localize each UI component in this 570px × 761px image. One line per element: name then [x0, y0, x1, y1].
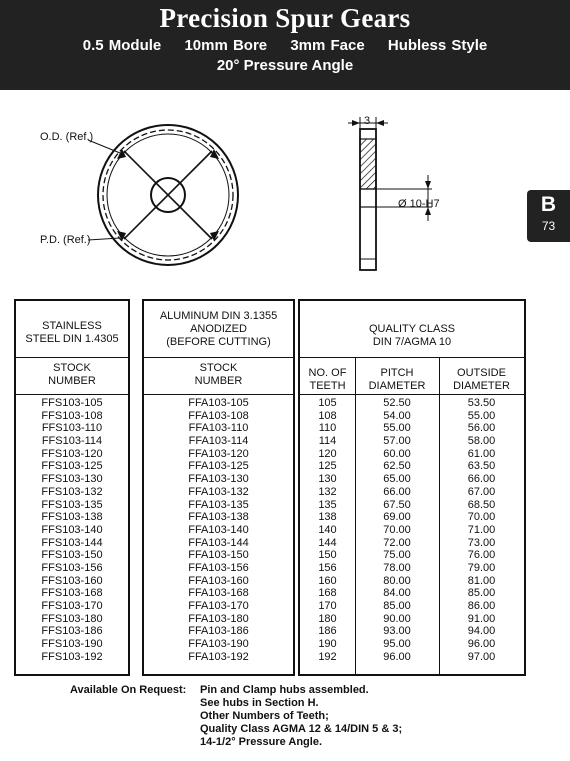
- table-row: [300, 473, 524, 486]
- gear-drawing: [0, 95, 520, 285]
- table-row: [144, 562, 293, 575]
- quality-rows: [300, 397, 524, 663]
- table-row: [16, 537, 128, 550]
- stainless-stock-number: FFS103-160: [41, 574, 103, 587]
- stainless-col-header: STOCK NUMBER: [48, 362, 96, 387]
- table-row: [144, 486, 293, 499]
- teeth-cell: 125: [318, 460, 337, 473]
- table-row: [144, 410, 293, 423]
- aluminum-stock-number: FFA103-120: [188, 447, 249, 460]
- aluminum-stock-number: FFA103-150: [188, 549, 249, 562]
- table-row: [300, 638, 524, 651]
- teeth-cell: 130: [318, 473, 337, 486]
- pitch-diameter-cell: 80.00: [383, 574, 411, 587]
- table-row: [144, 600, 293, 613]
- stainless-header: STAINLESS STEEL DIN 1.4305: [25, 320, 119, 345]
- aluminum-stock-number: FFA103-132: [188, 485, 249, 498]
- pitch-diameter-col-header: PITCH DIAMETER: [368, 367, 426, 392]
- aluminum-stock-number: FFA103-135: [188, 498, 249, 511]
- aluminum-stock-number: FFA103-108: [188, 409, 249, 422]
- teeth-cell: 110: [318, 422, 337, 435]
- table-row: [300, 422, 524, 435]
- table-row: [300, 562, 524, 575]
- table-row: [144, 499, 293, 512]
- footer-note: Other Numbers of Teeth;: [200, 710, 329, 722]
- table-row: [300, 460, 524, 473]
- pitch-diameter-cell: 57.00: [383, 435, 411, 448]
- stainless-stock-number: FFS103-168: [41, 587, 103, 600]
- table-row: [144, 638, 293, 651]
- stainless-stock-number: FFS103-192: [41, 650, 103, 663]
- table-row: [16, 613, 128, 626]
- table-row: [144, 625, 293, 638]
- stainless-stock-number: FFS103-156: [41, 561, 103, 574]
- teeth-cell: 132: [318, 485, 337, 498]
- table-row: [300, 549, 524, 562]
- stainless-rows: [16, 397, 128, 663]
- teeth-cell: 114: [318, 435, 337, 448]
- pitch-diameter-cell: 70.00: [383, 523, 411, 536]
- table-row: [300, 651, 524, 664]
- footer-notes: [200, 684, 500, 749]
- outside-diameter-cell: 53.50: [467, 397, 496, 409]
- table-row: [16, 587, 128, 600]
- stainless-stock-number: FFS103-144: [41, 536, 103, 549]
- spec-face: 3mm Face: [290, 37, 365, 54]
- aluminum-stock-number: FFA103-110: [188, 422, 249, 435]
- bore-dim: Ø 10-H7: [398, 198, 440, 210]
- footer-note: Pin and Clamp hubs assembled.: [200, 684, 369, 696]
- aluminum-stock-number: FFA103-186: [188, 625, 249, 638]
- table-row: [16, 422, 128, 435]
- table-row: [300, 625, 524, 638]
- teeth-cell: 186: [318, 625, 337, 638]
- aluminum-rows: [144, 397, 293, 663]
- outside-diameter-cell: 61.00: [467, 447, 496, 460]
- table-row: [16, 499, 128, 512]
- od-ref-label: O.D. (Ref.): [40, 131, 94, 143]
- aluminum-stock-number: FFA103-168: [188, 587, 249, 600]
- aluminum-stock-number: FFA103-140: [188, 523, 249, 536]
- aluminum-header: ALUMINUM DIN 3.1355 ANODIZED (BEFORE CUTTING): [159, 310, 278, 348]
- table-row: [16, 575, 128, 588]
- table-row: [16, 549, 128, 562]
- table-row: [300, 499, 524, 512]
- pitch-diameter-cell: 67.50: [383, 498, 411, 511]
- outside-diameter-cell: 81.00: [467, 574, 496, 587]
- pd-ref-label: P.D. (Ref.): [40, 234, 91, 246]
- footer-note: Quality Class AGMA 12 & 14/DIN 5 & 3;: [200, 723, 403, 735]
- spec-bore: 10mm Bore: [184, 37, 268, 54]
- table-row: [16, 638, 128, 651]
- outside-diameter-cell: 76.00: [467, 549, 496, 562]
- pitch-diameter-cell: 78.00: [383, 561, 411, 574]
- outside-diameter-cell: 94.00: [467, 625, 496, 638]
- teeth-cell: 170: [318, 600, 337, 612]
- table-row: [16, 562, 128, 575]
- pitch-diameter-cell: 69.00: [383, 511, 411, 524]
- aluminum-table: [142, 299, 295, 676]
- table-row: [144, 435, 293, 448]
- table-row: [144, 549, 293, 562]
- pitch-diameter-cell: 93.00: [383, 625, 411, 638]
- table-row: [144, 537, 293, 550]
- table-row: [300, 587, 524, 600]
- aluminum-stock-number: FFA103-138: [188, 511, 249, 524]
- pitch-diameter-cell: 72.00: [383, 536, 411, 549]
- stainless-stock-number: FFS103-132: [41, 485, 103, 498]
- quality-table: [298, 299, 526, 676]
- table-row: [16, 524, 128, 537]
- table-row: [16, 486, 128, 499]
- teeth-cell: 105: [318, 397, 337, 409]
- teeth-cell: 180: [318, 612, 337, 625]
- stainless-stock-number: FFS103-135: [41, 498, 103, 511]
- table-row: [300, 410, 524, 423]
- table-row: [16, 511, 128, 524]
- stainless-stock-number: FFS103-140: [41, 523, 103, 536]
- table-row: [300, 397, 524, 410]
- quality-header: QUALITY CLASS DIN 7/AGMA 10: [369, 323, 455, 348]
- face-width-dim: 3: [364, 115, 371, 127]
- aluminum-stock-number: FFA103-114: [188, 435, 249, 448]
- pitch-diameter-cell: 54.00: [383, 409, 411, 422]
- outside-diameter-cell: 85.00: [467, 587, 496, 600]
- table-row: [16, 397, 128, 410]
- table-row: [144, 651, 293, 664]
- table-row: [300, 537, 524, 550]
- aluminum-stock-number: FFA103-156: [188, 561, 249, 574]
- teeth-cell: 140: [318, 523, 337, 536]
- teeth-cell: 135: [318, 498, 337, 511]
- outside-diameter-cell: 63.50: [467, 460, 496, 473]
- teeth-cell: 138: [318, 511, 337, 524]
- stainless-stock-number: FFS103-186: [41, 625, 103, 638]
- teeth-cell: 120: [318, 447, 337, 460]
- teeth-col-header: NO. OF TEETH: [308, 367, 347, 392]
- stainless-stock-number: FFS103-170: [41, 600, 103, 612]
- side-view-hatch: [360, 139, 376, 189]
- aluminum-stock-number: FFA103-125: [188, 460, 249, 473]
- page-header: [0, 0, 570, 90]
- spec-line: [0, 36, 570, 56]
- footer-note: See hubs in Section H.: [200, 697, 319, 709]
- pressure-angle: 20° Pressure Angle: [216, 57, 354, 74]
- table-row: [300, 435, 524, 448]
- pitch-diameter-cell: 75.00: [383, 549, 411, 562]
- outside-diameter-cell: 68.50: [467, 498, 496, 511]
- aluminum-stock-number: FFA103-130: [188, 473, 249, 486]
- table-row: [300, 524, 524, 537]
- page-number: 73: [541, 219, 556, 233]
- outside-diameter-cell: 56.00: [467, 422, 496, 435]
- pitch-diameter-cell: 95.00: [383, 638, 411, 651]
- outside-diameter-cell: 55.00: [467, 409, 496, 422]
- pitch-diameter-cell: 55.00: [383, 422, 411, 435]
- teeth-cell: 160: [318, 574, 337, 587]
- table-row: [16, 410, 128, 423]
- table-row: [16, 651, 128, 664]
- outside-diameter-cell: 86.00: [467, 600, 496, 612]
- table-row: [300, 448, 524, 461]
- pitch-diameter-cell: 96.00: [383, 650, 411, 663]
- spec-module: 0.5 Module: [82, 37, 162, 54]
- table-row: [300, 600, 524, 613]
- table-row: [144, 524, 293, 537]
- aluminum-stock-number: FFA103-192: [188, 650, 249, 663]
- table-row: [16, 625, 128, 638]
- pitch-diameter-cell: 60.00: [383, 447, 411, 460]
- aluminum-stock-number: FFA103-170: [188, 600, 249, 612]
- teeth-cell: 156: [318, 561, 337, 574]
- outside-diameter-cell: 58.00: [467, 435, 496, 448]
- pitch-diameter-cell: 62.50: [383, 460, 411, 473]
- aluminum-stock-number: FFA103-180: [188, 612, 249, 625]
- outside-diameter-cell: 73.00: [467, 536, 496, 549]
- table-row: [144, 422, 293, 435]
- pitch-diameter-cell: 65.00: [383, 473, 411, 486]
- table-row: [16, 435, 128, 448]
- stainless-stock-number: FFS103-110: [41, 422, 103, 435]
- outside-diameter-cell: 67.00: [467, 485, 496, 498]
- stainless-stock-number: FFS103-138: [41, 511, 103, 524]
- table-row: [144, 511, 293, 524]
- stainless-stock-number: FFS103-190: [41, 638, 103, 651]
- outside-diameter-cell: 96.00: [467, 638, 496, 651]
- table-row: [144, 397, 293, 410]
- pitch-diameter-cell: 84.00: [383, 587, 411, 600]
- teeth-cell: 108: [318, 409, 337, 422]
- table-row: [16, 473, 128, 486]
- stainless-stock-number: FFS103-114: [41, 435, 103, 448]
- table-row: [144, 448, 293, 461]
- spec-style: Hubless Style: [387, 37, 488, 54]
- teeth-cell: 168: [318, 587, 337, 600]
- stainless-stock-number: FFS103-180: [41, 612, 103, 625]
- teeth-cell: 150: [318, 549, 337, 562]
- outside-diameter-cell: 70.00: [467, 511, 496, 524]
- outside-diameter-col-header: OUTSIDE DIAMETER: [453, 367, 510, 392]
- table-row: [300, 613, 524, 626]
- table-row: [144, 473, 293, 486]
- stainless-stock-number: FFS103-150: [41, 549, 103, 562]
- table-row: [144, 613, 293, 626]
- table-row: [300, 575, 524, 588]
- teeth-cell: 144: [318, 536, 337, 549]
- aluminum-col-header: STOCK NUMBER: [194, 362, 243, 387]
- table-row: [16, 448, 128, 461]
- table-row: [16, 600, 128, 613]
- aluminum-stock-number: FFA103-105: [188, 397, 249, 409]
- aluminum-stock-number: FFA103-144: [188, 536, 249, 549]
- table-row: [144, 460, 293, 473]
- stainless-stock-number: FFS103-105: [41, 397, 103, 409]
- aluminum-stock-number: FFA103-190: [188, 638, 249, 651]
- section-letter: B: [540, 193, 557, 216]
- stainless-stock-number: FFS103-130: [41, 473, 103, 486]
- outside-diameter-cell: 97.00: [467, 650, 496, 663]
- footer-note: 14-1/2° Pressure Angle.: [200, 736, 322, 748]
- table-row: [300, 486, 524, 499]
- table-row: [144, 587, 293, 600]
- stainless-stock-number: FFS103-108: [41, 409, 103, 422]
- teeth-cell: 190: [318, 638, 337, 651]
- aluminum-stock-number: FFA103-160: [188, 574, 249, 587]
- stainless-stock-number: FFS103-120: [41, 447, 103, 460]
- stainless-table: [14, 299, 130, 676]
- section-tab: [527, 190, 570, 242]
- table-row: [144, 575, 293, 588]
- table-row: [16, 460, 128, 473]
- pitch-diameter-cell: 52.50: [383, 397, 411, 409]
- stainless-stock-number: FFS103-125: [41, 460, 103, 473]
- teeth-cell: 192: [318, 650, 337, 663]
- table-row: [300, 511, 524, 524]
- outside-diameter-cell: 71.00: [467, 523, 496, 536]
- outside-diameter-cell: 91.00: [467, 612, 496, 625]
- page-title: Precision Spur Gears: [159, 3, 411, 33]
- outside-diameter-cell: 66.00: [467, 473, 496, 486]
- pitch-diameter-cell: 90.00: [383, 612, 411, 625]
- outside-diameter-cell: 79.00: [467, 561, 496, 574]
- footer-label: Available On Request:: [70, 684, 187, 696]
- pitch-diameter-cell: 66.00: [383, 485, 411, 498]
- pitch-diameter-cell: 85.00: [383, 600, 411, 612]
